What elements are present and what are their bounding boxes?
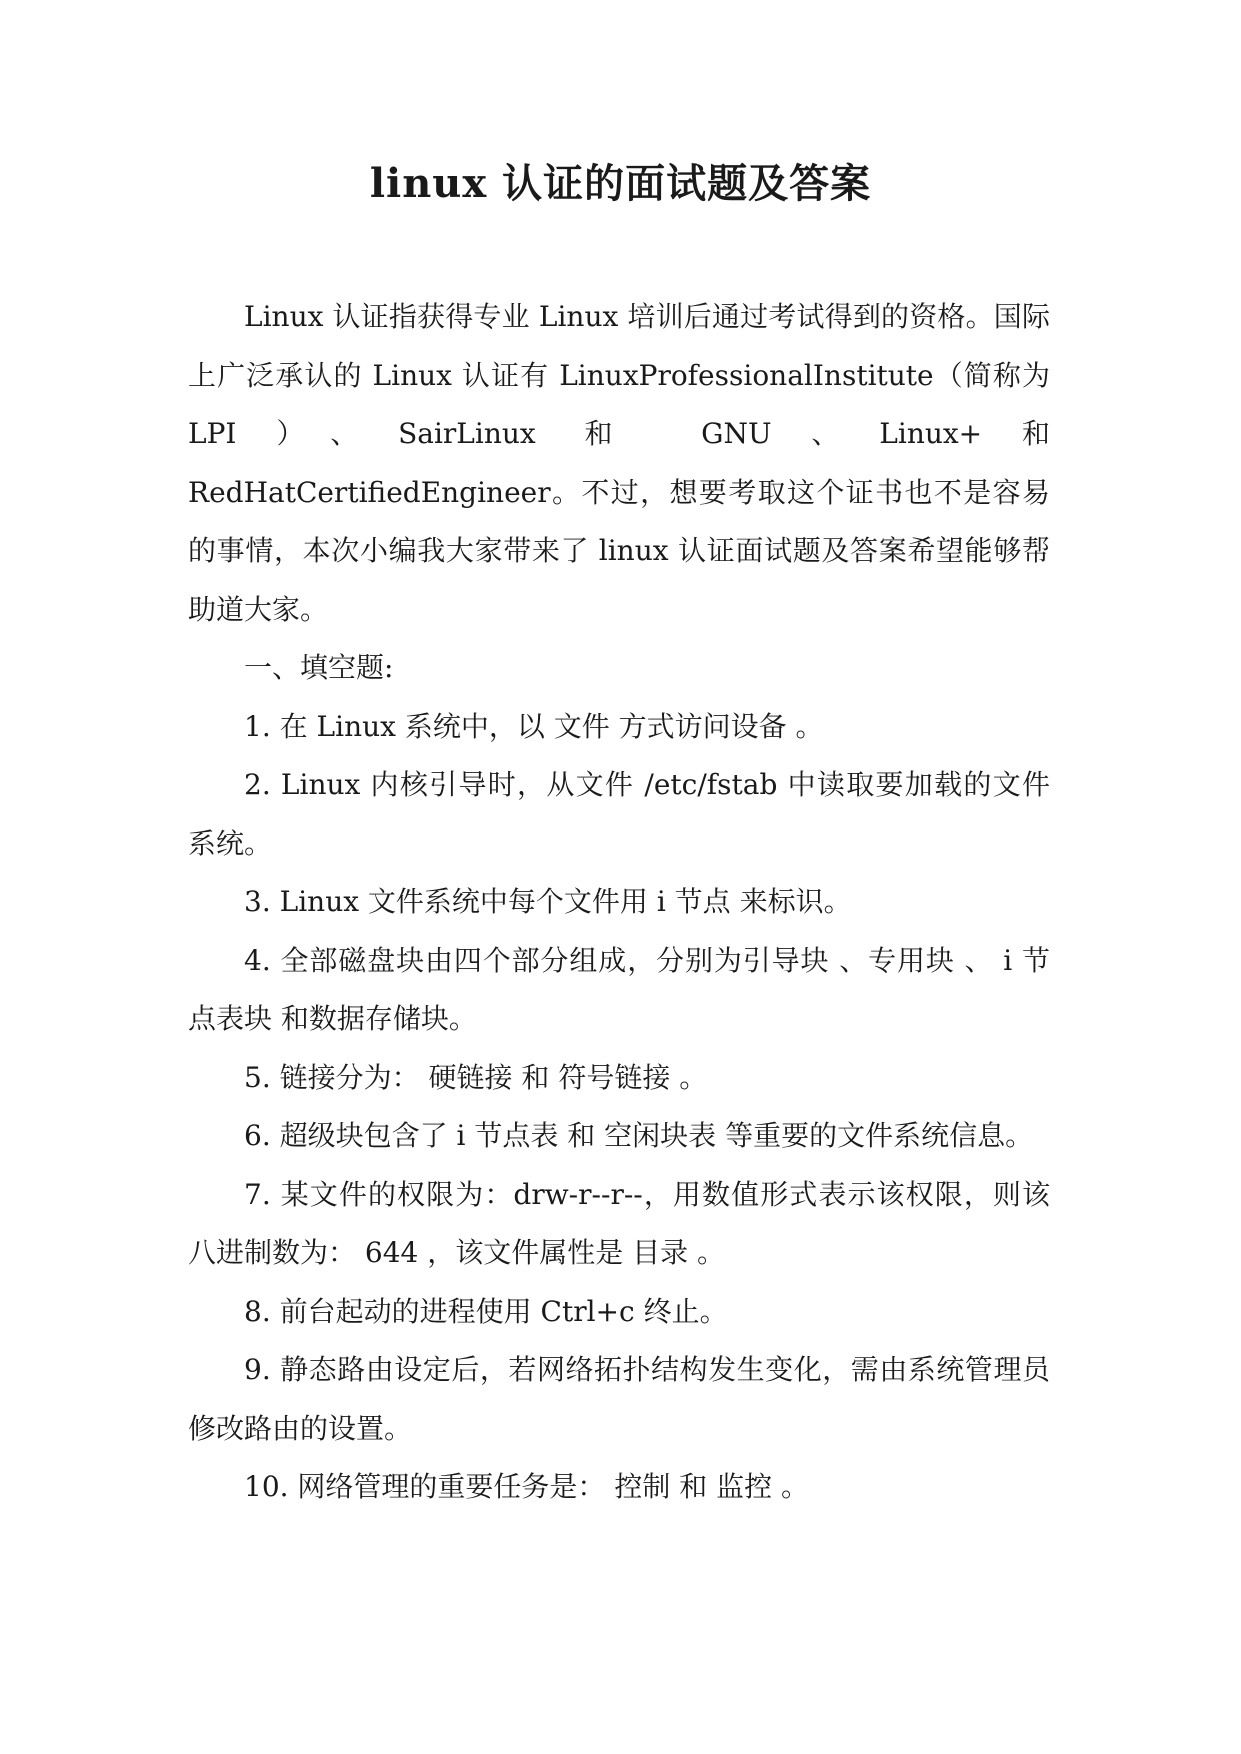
question-6: 6. 超级块包含了 i 节点表 和 空闲块表 等重要的文件系统信息。	[244, 1119, 1034, 1152]
question-7: 7. 某文件的权限为：drw-r--r--，用数值形式表示该权限，则该八进制数为： 644 ，该文件属性是 目录 。	[188, 1177, 1050, 1269]
intro-paragraph: Linux 认证指获得专业 Linux 培训后通过考试得到的资格。国际上广泛承认的 Linux 认证有 LinuxProfessionalInstitute（简称为 LPI）、SairLinux 和 GNU、Linux+和 RedHatCertifiedEngineer。不过，想要考取这个证书也不是容易的事情，本次小编我大家带来了 linux 认证面试题及答案希望能够帮助道大家。	[188, 300, 1050, 626]
question-2: 2. Linux 内核引导时，从文件 /etc/fstab 中读取要加载的文件系统。	[188, 768, 1050, 860]
document-title: linux 认证的面试题及答案	[369, 160, 872, 207]
document-body	[188, 288, 1050, 1517]
section-heading: 一、填空题:	[244, 651, 394, 684]
question-4: 4. 全部磁盘块由四个部分组成，分别为引导块 、专用块 、 i 节点表块 和数据存储块。	[188, 943, 1050, 1035]
question-3: 3. Linux 文件系统中每个文件用 i 节点 来标识。	[244, 885, 852, 918]
question-9: 9. 静态路由设定后，若网络拓扑结构发生变化，需由系统管理员修改路由的设置。	[188, 1353, 1050, 1445]
question-10: 10. 网络管理的重要任务是： 控制 和 监控 。	[244, 1470, 810, 1503]
question-8: 8. 前台起动的进程使用 Ctrl+c 终止。	[244, 1294, 728, 1328]
question-1: 1. 在 Linux 系统中，以 文件 方式访问设备 。	[244, 709, 824, 743]
question-5: 5. 链接分为： 硬链接 和 符号链接 。	[244, 1060, 708, 1094]
